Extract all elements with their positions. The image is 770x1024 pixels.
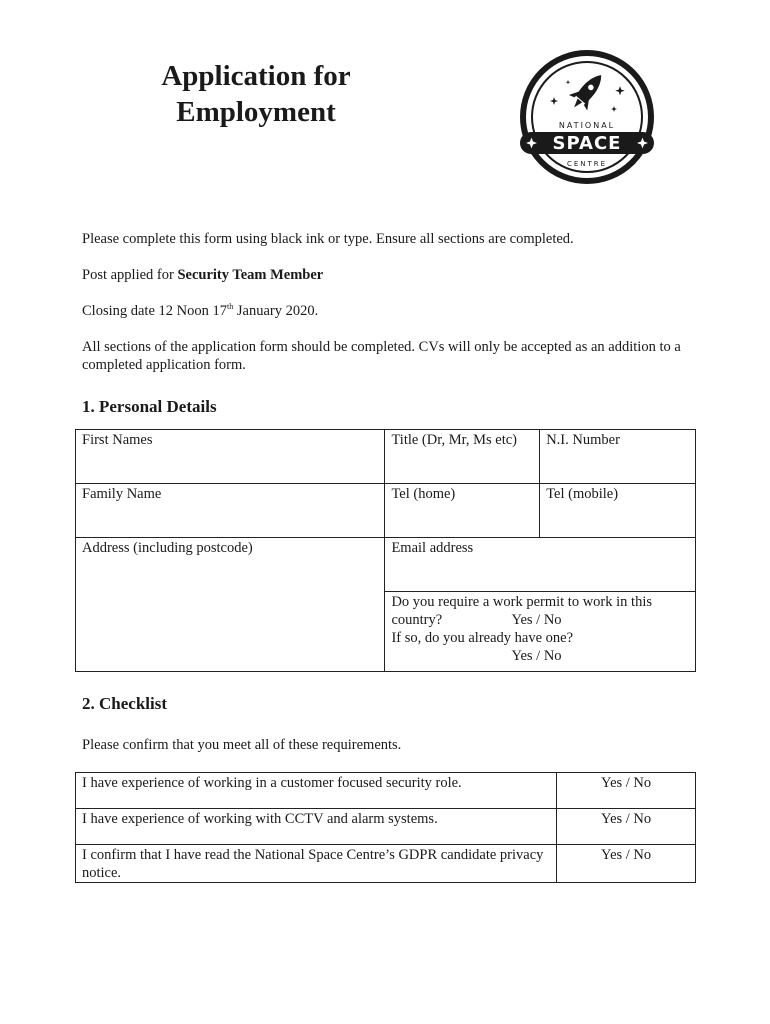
first-names-field[interactable] [76,430,385,484]
ni-number-label: N.I. Number [546,432,620,448]
tel-mobile-label: Tel (mobile) [546,486,619,502]
work-permit-yes-no-2[interactable]: Yes / No [511,648,562,664]
personal-details-heading: 1. Personal Details [82,397,217,416]
address-label: Address (including postcode) [82,540,253,556]
logo-bottom-text: CENTRE [566,160,608,168]
checklist-yes-no[interactable]: Yes / No [601,847,652,863]
title-line-2: Employment [176,96,336,128]
tel-home-field[interactable] [385,484,540,538]
checklist-item-text: I have experience of working with CCTV and alarm systems. [82,811,438,827]
work-permit-question-1b: country? [391,612,443,628]
national-space-centre-logo [516,50,658,184]
checklist-heading: 2. Checklist [82,694,167,713]
checklist-intro: Please confirm that you meet all of these requirements. [82,737,402,753]
family-name-label: Family Name [82,486,162,502]
title-field[interactable] [385,430,540,484]
work-permit-yes-no-1[interactable]: Yes / No [511,612,562,628]
checklist-row [76,809,696,845]
tel-home-label: Tel (home) [391,486,456,502]
checklist-yes-no[interactable]: Yes / No [601,811,652,827]
closing-date-prefix: Closing date 12 Noon 17 [82,303,227,319]
closing-date-sup: th [227,302,234,312]
checklist-row [76,773,696,809]
checklist-yes-no[interactable]: Yes / No [601,775,652,791]
post-applied-prefix: Post applied for [82,267,178,283]
post-applied-line [82,266,323,284]
post-title: Security Team Member [177,267,324,283]
email-label: Email address [391,540,474,556]
ni-number-field[interactable] [540,430,696,484]
family-name-field[interactable] [76,484,385,538]
title-line-1: Application for [161,60,351,92]
address-field[interactable] [76,538,385,672]
page-title [130,58,382,130]
first-names-label: First Names [82,432,153,448]
email-field[interactable] [385,538,696,592]
closing-date-suffix: January 2020. [233,303,319,319]
title-label: Title (Dr, Mr, Ms etc) [391,432,518,448]
logo-top-text: NATIONAL [558,121,616,130]
logo-main-text: SPACE [552,133,622,154]
personal-details-table [75,429,696,672]
checklist-item-text: I have experience of working in a customer focused security role. [82,775,462,791]
work-permit-field[interactable] [385,592,696,672]
cv-note-text: All sections of the application form should be completed. CVs will only be accepted as an addition to a completed application form. [82,339,681,373]
checklist-table [75,772,696,883]
checklist-row [76,845,696,883]
rocket-icon [565,67,610,115]
tel-mobile-field[interactable] [540,484,696,538]
instructions-text: Please complete this form using black ink or type. Ensure all sections are completed. [82,231,574,247]
work-permit-question-2: If so, do you already have one? [391,630,574,646]
work-permit-question-1: Do you require a work permit to work in this [391,594,652,610]
checklist-item-text: I confirm that I have read the National Space Centre’s GDPR candidate privacy notice. [82,847,544,881]
closing-date-line [82,302,318,320]
